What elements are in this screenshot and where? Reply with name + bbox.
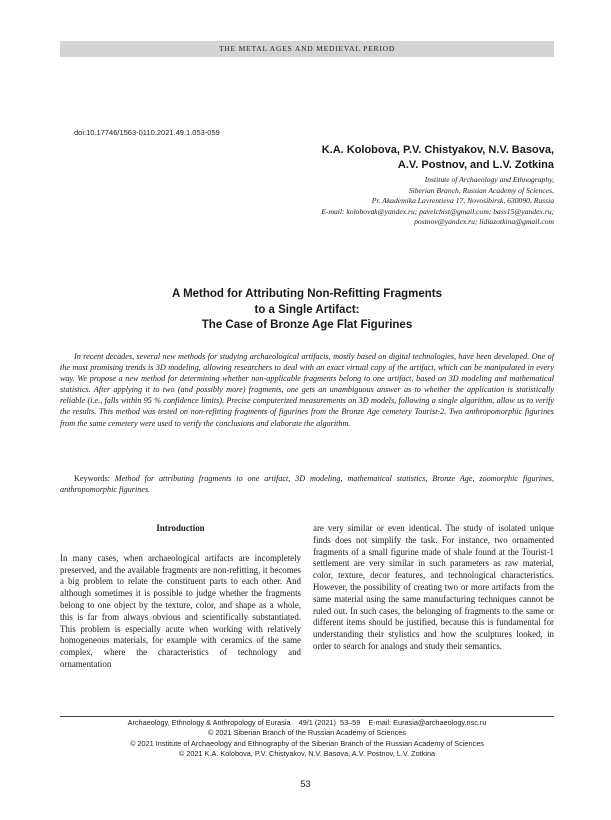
article-title — [60, 287, 554, 334]
footer-line: © 2021 Institute of Archaeology and Ethnography of the Siberian Branch of the Russian Academy of Sciences — [130, 738, 484, 748]
keywords — [60, 473, 554, 495]
affiliation — [214, 175, 554, 228]
footer — [60, 718, 554, 760]
footer-line: © 2021 K.A. Kolobova, P.V. Chistyakov, N.V. Basova, A.V. Postnov, L.V. Zotkina — [178, 749, 436, 759]
doi: doi:10.17746/1563-0110.2021.49.1.053-059 — [74, 128, 220, 137]
authors-line: A.V. Postnov, and L.V. Zotkina — [397, 159, 554, 171]
title-line: to a Single Artifact: — [254, 303, 360, 316]
keywords-label: Keywords: — [74, 474, 110, 483]
title-line: The Case of Bronze Age Flat Figurines — [201, 319, 413, 331]
authors — [254, 143, 554, 173]
section-heading: Introduction — [156, 523, 205, 533]
body-paragraph: In many cases, when archaeological artifacts are incompletely preserved, and the available fragments are non-refitting, it becomes a big problem to relate the constituent parts to each other. And although sometimes it is possible to judge whether the fragments belong to one object by the texture, color, and shape as a whole, this is far from always obvious and scientifically substantiated. This problem is especially acute when working with relatively homogeneous materials, for example with ceramics of the same complex, where the characteristics of technology and ornamentation — [60, 552, 301, 669]
affiliation-line: Pr. Akademika Lavrentieva 17, Novosibirsk, 630090, Russia — [371, 196, 554, 206]
right-column — [313, 523, 554, 653]
authors-line: K.A. Kolobova, P.V. Chistyakov, N.V. Basova, — [321, 144, 554, 156]
page-number: 53 — [300, 779, 311, 790]
affiliation-email: postnov@yandex.ru; lidiazotkina@gmail.com — [414, 217, 554, 227]
title-line: A Method for Attributing Non-Refitting Fragments — [172, 288, 442, 300]
affiliation-line: Siberian Branch, Russian Academy of Sciences, — [408, 185, 554, 195]
running-head: THE METAL AGES AND MEDIEVAL PERIOD — [60, 41, 554, 57]
footer-line: © 2021 Siberian Branch of the Russian Academy of Sciences — [207, 728, 407, 738]
abstract: In recent decades, several new methods for studying archaeological artifacts, mostly based on digital technologies, have been developed. One of the most promising trends is 3D modeling, allowing researchers to deal with an exact virtual copy of the artifact, which can be manipulated in every way. We propose a new method for determining whether non-applicable fragments belong to one artifact, based on 3D modeling and mathematical statistics. After applying it to two (and possibly more) fragments, one gets an unambiguous answer as to whether the application is statistically reliable (i.e., falls within 95 % confidence limits). Precise computerized measurements on 3D models, following a single algorithm, allow us to verify the results. This method was tested on non-refitting fragments of figurines from the Bronze Age cemetery Tourist-2. Two anthropomorphic figurines from the same cemetery were used to verify the conclusions and elaborate the algorithm. — [60, 352, 554, 428]
footer-rule — [60, 716, 554, 717]
affiliation-line: Institute of Archaeology and Ethnography, — [424, 175, 554, 184]
body-paragraph: are very similar or even identical. The study of isolated unique finds does not simplify the task. For instance, two ornamented fragments of a small figurine made of shale found at the Tourist-1 settlement are very similar in such parameters as raw material, color, texture, decor features, and technological characteristics. However, the possibility of creating two or more artifacts from the same material using the same manufacturing techniques cannot be ruled out. In such cases, the belonging of fragments to the same or different items should be justified, because this is fundamental for understanding their stylistics and how the sculptures looked, in order to search for analogs and study their semantics. — [313, 523, 554, 651]
affiliation-email: E-mail: kolobovak@yandex.ru; pavelchist@gmail.com; bass15@yandex.ru; — [321, 206, 554, 216]
keywords-text: Method for attributing fragments to one artifact, 3D modeling, mathematical statistics, Bronze Age, zoomorphic figurines, anthropomorphic figurines. — [60, 474, 555, 495]
left-column — [60, 523, 301, 671]
footer-line: Archaeology, Ethnology & Anthropology of Eurasia 49/1 (2021) 53–59 E-mail: Eurasia@archaeology.nsc.ru — [127, 718, 487, 727]
